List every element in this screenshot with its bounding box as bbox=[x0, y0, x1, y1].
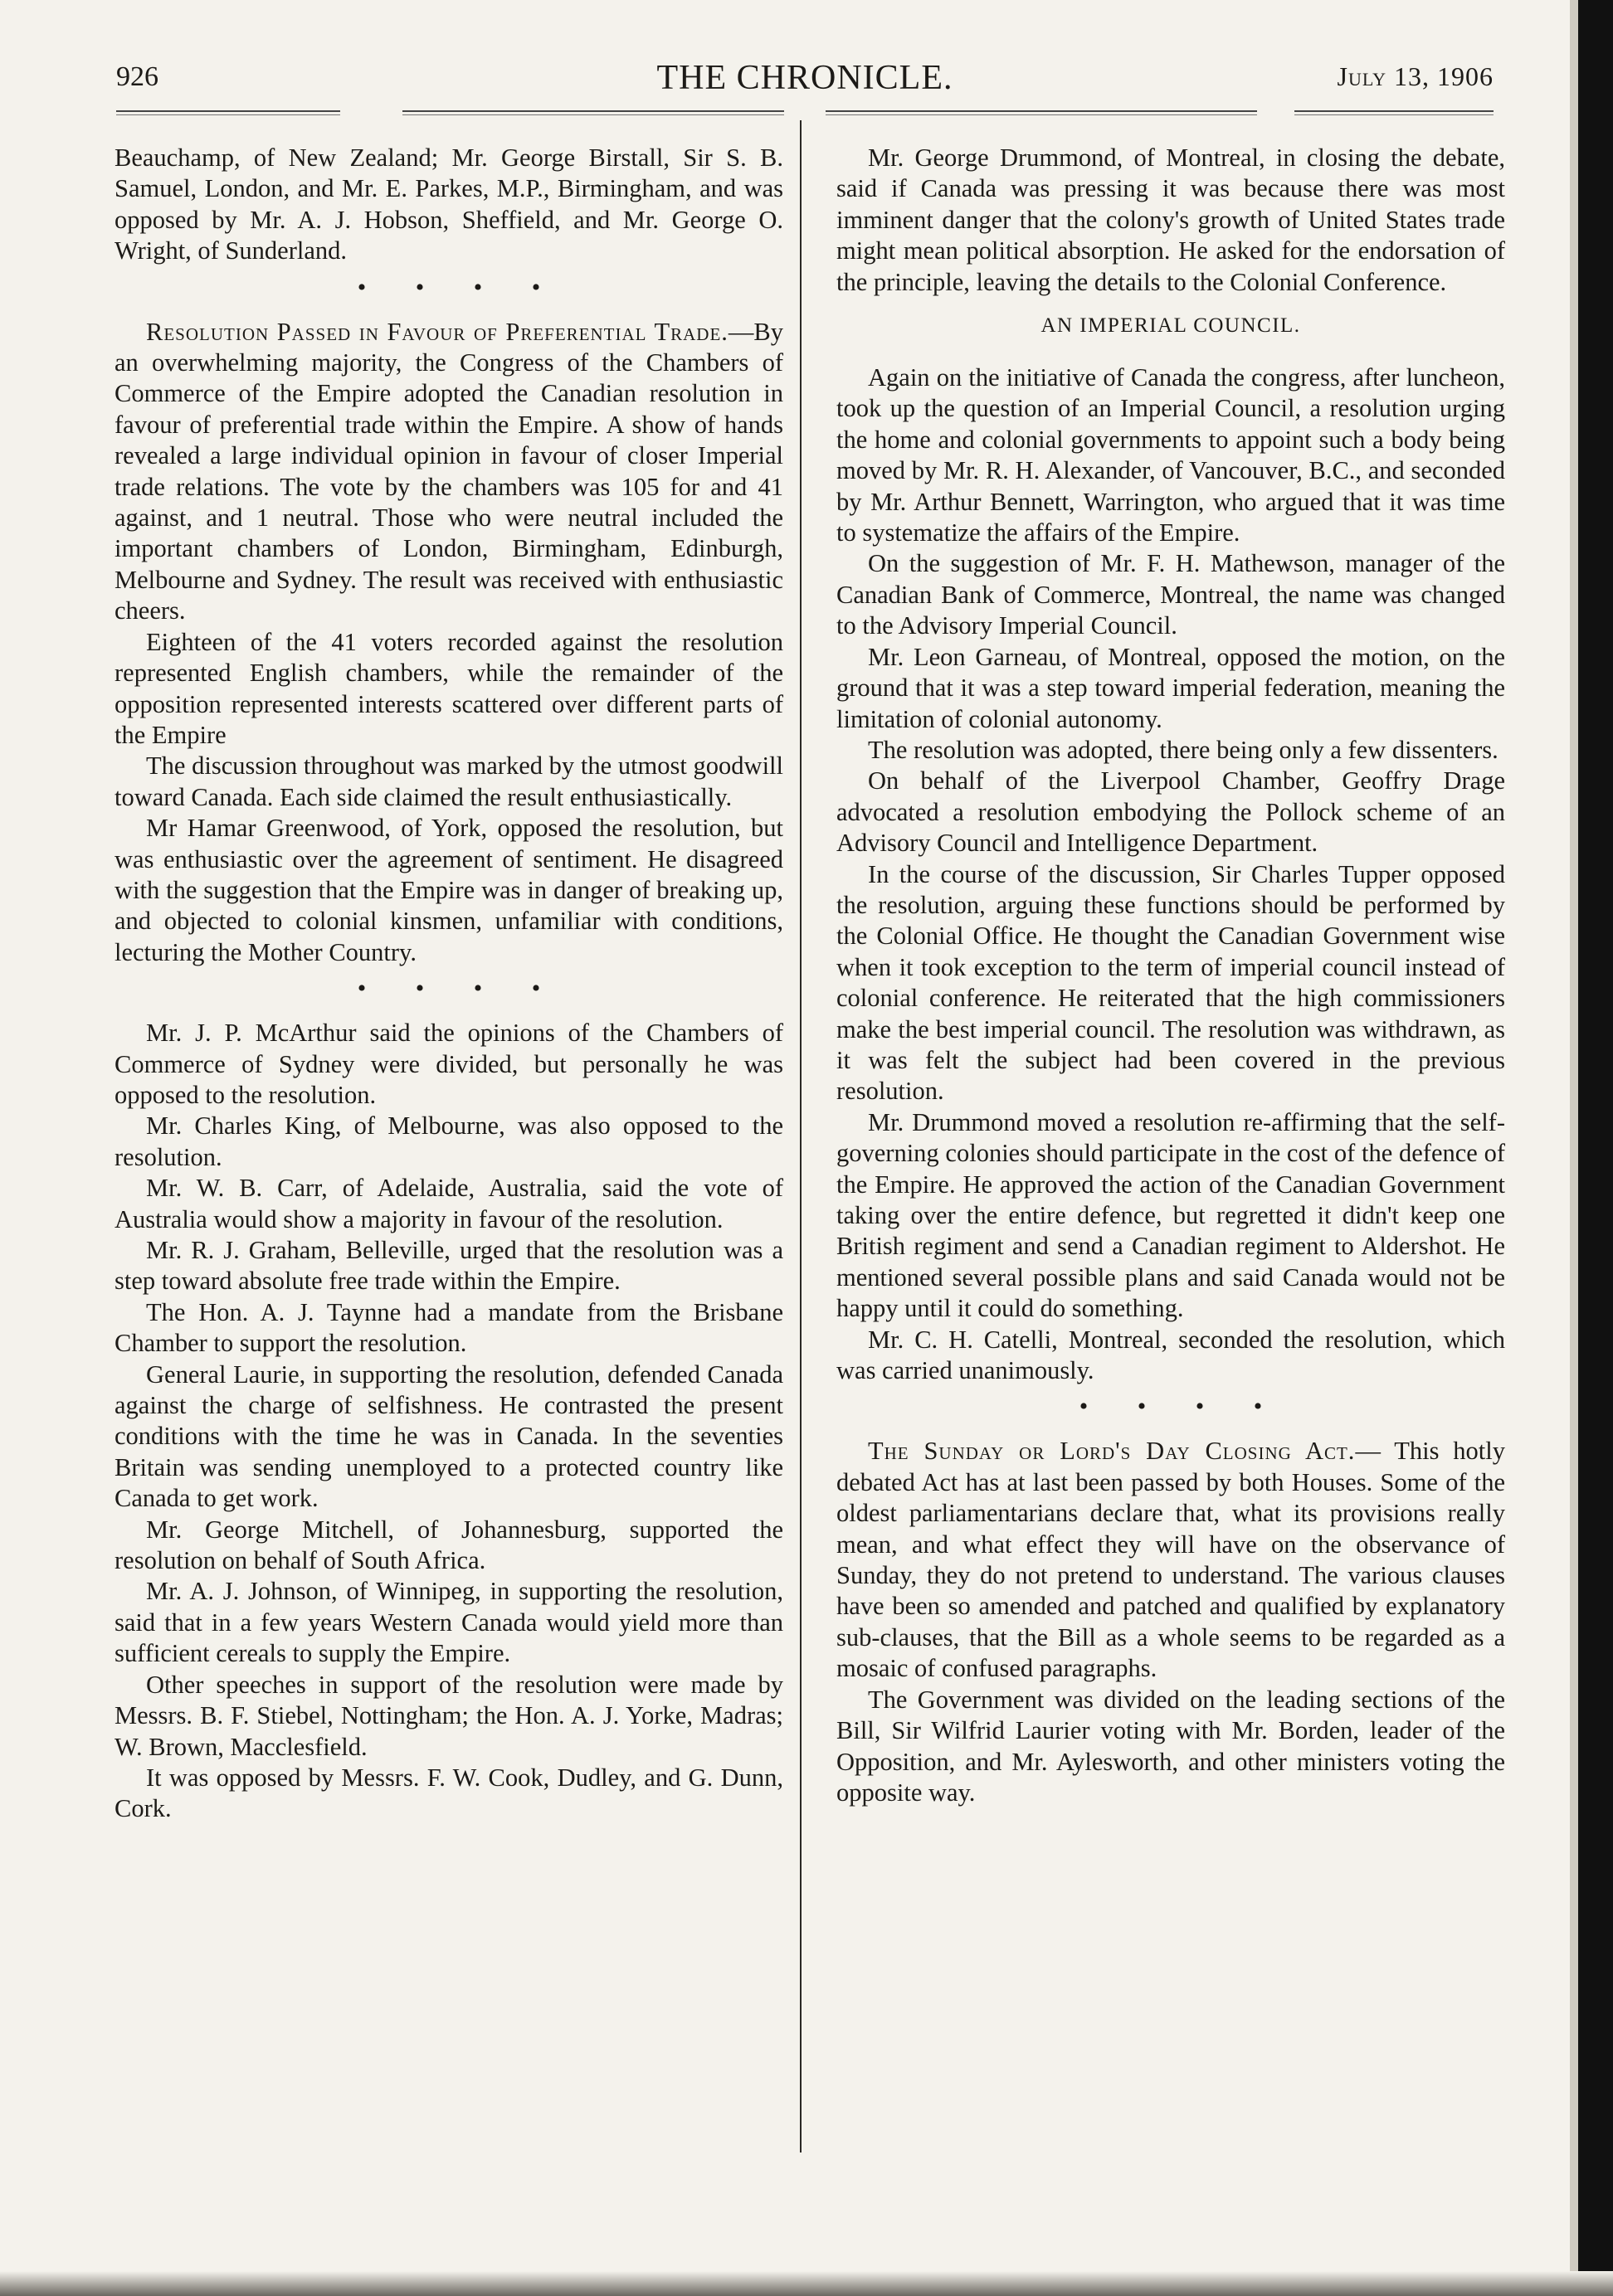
section-heading: Resolution Passed in Favour of Preferential Trade. bbox=[146, 317, 729, 346]
paragraph-sunday-act bbox=[836, 1436, 1505, 1684]
paragraph: Mr. Leon Garneau, of Montreal, opposed the motion, on the ground that it was a step toward imperial federation, meaning the limitation of colonial autonomy. bbox=[836, 642, 1505, 733]
scan-bottom-edge bbox=[0, 2271, 1613, 2296]
issue-date: July 13, 1906 bbox=[1337, 61, 1494, 91]
section-separator: • • • • bbox=[357, 273, 563, 301]
paragraph: Again on the initiative of Canada the congress, after luncheon, took up the question of an Imperial Council, a resolution urging the home and colonial governments to appoint such a body being moved by Mr. R. H. Alexander, of Vancouver, B.C., and seconded by Mr. Arthur Bennett, Warrington, who argued that it was time to systematize the affairs of the Empire. bbox=[836, 363, 1505, 547]
paragraph: The Hon. A. J. Taynne had a mandate from the Brisbane Chamber to support the resolution. bbox=[115, 1297, 783, 1358]
paragraph: Mr. J. P. McArthur said the opinions of the Chambers of Commerce of Sydney were divided, but personally he was opposed to the resolution. bbox=[115, 1019, 783, 1109]
right-column bbox=[836, 143, 1505, 1808]
paragraph: General Laurie, in supporting the resolution, defended Canada against the charge of selfishness. He contrasted the present conditions with the time he was in Canada. In the seventies Britain was sending unemployed to a protected country like Canada to get work. bbox=[115, 1360, 783, 1513]
header-rule bbox=[116, 110, 340, 115]
paragraph: In the course of the discussion, Sir Charles Tupper opposed the resolution, arguing these functions should be performed by the Colonial Office. He thought the Canadian Government wise when it took exception to the term of imperial council instead of colonial conference. He reiterated that the high commissioners make the best imperial council. The resolution was withdrawn, as it was felt the subject had been covered in the previous resolution. bbox=[836, 859, 1505, 1106]
header-rule bbox=[1294, 110, 1494, 115]
paragraph: Beauchamp, of New Zealand; Mr. George Birstall, Sir S. B. Samuel, London, and Mr. E. Parkes, M.P., Birmingham, and was opposed by Mr. A. J. Hobson, Sheffield, and Mr. George O. Wright, of Sunderland. bbox=[115, 144, 783, 265]
left-column bbox=[115, 143, 783, 1825]
section-heading: The Sunday or Lord's Day Closing Act. bbox=[868, 1437, 1356, 1466]
page-header bbox=[116, 58, 1494, 108]
paragraph: On the suggestion of Mr. F. H. Mathewson, manager of the Canadian Bank of Commerce, Montreal, the name was changed to the Advisory Imperial Council. bbox=[836, 549, 1505, 640]
subheading: AN IMPERIAL COUNCIL. bbox=[1040, 314, 1301, 338]
section-separator: • • • • bbox=[1079, 1393, 1284, 1421]
paragraph: It was opposed by Messrs. F. W. Cook, Dudley, and G. Dunn, Cork. bbox=[115, 1763, 783, 1823]
page-number: 926 bbox=[116, 61, 158, 92]
paragraph-body: — This hotly debated Act has at last been passed by both Houses. Some of the oldest parliamentarians declare that, what its provisions really mean, and what effect they will have on the observance of Sunday, they do not pretend to understand. The various clauses have been so amended and patched and qualified by explanatory sub-clauses, that the Bill as a whole seems to be regarded as a mosaic of confused paragraphs. bbox=[836, 1437, 1505, 1683]
paragraph: Mr. C. H. Catelli, Montreal, seconded the resolution, which was carried unanimously. bbox=[836, 1325, 1505, 1385]
paragraph: On behalf of the Liverpool Chamber, Geoffry Drage advocated a resolution embodying the Pollock scheme of an Advisory Council and Intelligence Department. bbox=[836, 766, 1505, 858]
paragraph: Mr. Drummond moved a resolution re-affirming that the self-governing colonies should participate in the cost of the defence of the Empire. He approved the action of the Canadian Government taking over the entire defence, but regretted it didn't keep one British regiment and send a Canadian regiment to Aldershot. He mentioned several possible plans and said Canada would not be happy until it could do something. bbox=[836, 1107, 1505, 1323]
section-separator: • • • • bbox=[357, 975, 563, 1003]
page-edge bbox=[1578, 0, 1613, 2296]
paragraph: The discussion throughout was marked by the utmost goodwill toward Canada. Each side claimed the result enthusiastically. bbox=[115, 752, 783, 811]
page-edge-shadow bbox=[1570, 0, 1578, 2296]
paragraph: Mr Hamar Greenwood, of York, opposed the resolution, but was enthusiastic over the agreement of sentiment. He disagreed with the suggestion that the Empire was in danger of breaking up, and objected to colonial kinsmen, unfamiliar with conditions, lecturing the Mother Country. bbox=[115, 814, 783, 966]
column-divider bbox=[800, 120, 802, 2152]
paragraph: Mr. W. B. Carr, of Adelaide, Australia, said the vote of Australia would show a majority in favour of the resolution. bbox=[115, 1174, 783, 1233]
paragraph: Mr. George Drummond, of Montreal, in closing the debate, said if Canada was pressing it was because there was most imminent danger that the colony's growth of United States trade might mean political absorption. He asked for the endorsation of the principle, leaving the details to the Colonial Conference. bbox=[836, 144, 1505, 296]
paragraph: Mr. A. J. Johnson, of Winnipeg, in supporting the resolution, said that in a few years Western Canada would yield more than sufficient cereals to supply the Empire. bbox=[115, 1577, 783, 1668]
paragraph: Mr. R. J. Graham, Belleville, urged that the resolution was a step toward absolute free trade within the Empire. bbox=[115, 1236, 783, 1296]
paragraph: Mr. Charles King, of Melbourne, was also opposed to the resolution. bbox=[115, 1112, 783, 1171]
header-rule bbox=[402, 110, 784, 115]
publication-title: THE CHRONICLE. bbox=[656, 59, 953, 97]
header-rule bbox=[826, 110, 1257, 115]
paragraph: Mr. George Mitchell, of Johannesburg, supported the resolution on behalf of South Africa. bbox=[115, 1515, 783, 1575]
paragraph-body: —By an overwhelming majority, the Congress of the Chambers of Commerce of the Empire adopted the Canadian resolution in favour of preferential trade within the Empire. A show of hands revealed a large individual opinion in favour of closer Imperial trade relations. The vote by the chambers was 105 for and 41 against, and 1 neutral. Those who were neutral included the important chambers of London, Birmingham, Edinburgh, Melbourne and Sydney. The result was received with enthusiastic cheers. bbox=[115, 317, 783, 625]
paragraph: The Government was divided on the leading sections of the Bill, Sir Wilfrid Laurier voting with Mr. Borden, leader of the Opposition, and Mr. Aylesworth, and other ministers voting the opposite way. bbox=[836, 1685, 1505, 1807]
paragraph: Other speeches in support of the resolution were made by Messrs. B. F. Stiebel, Nottingham; the Hon. A. J. Yorke, Madras; W. Brown, Macclesfield. bbox=[115, 1670, 783, 1761]
paragraph-resolution bbox=[115, 317, 783, 627]
paragraph: The resolution was adopted, there being only a few dissenters. bbox=[868, 735, 1498, 764]
paragraph: Eighteen of the 41 voters recorded against the resolution represented English chambers, while the remainder of the opposition represented interests scattered over different parts of the Empire bbox=[115, 627, 783, 749]
